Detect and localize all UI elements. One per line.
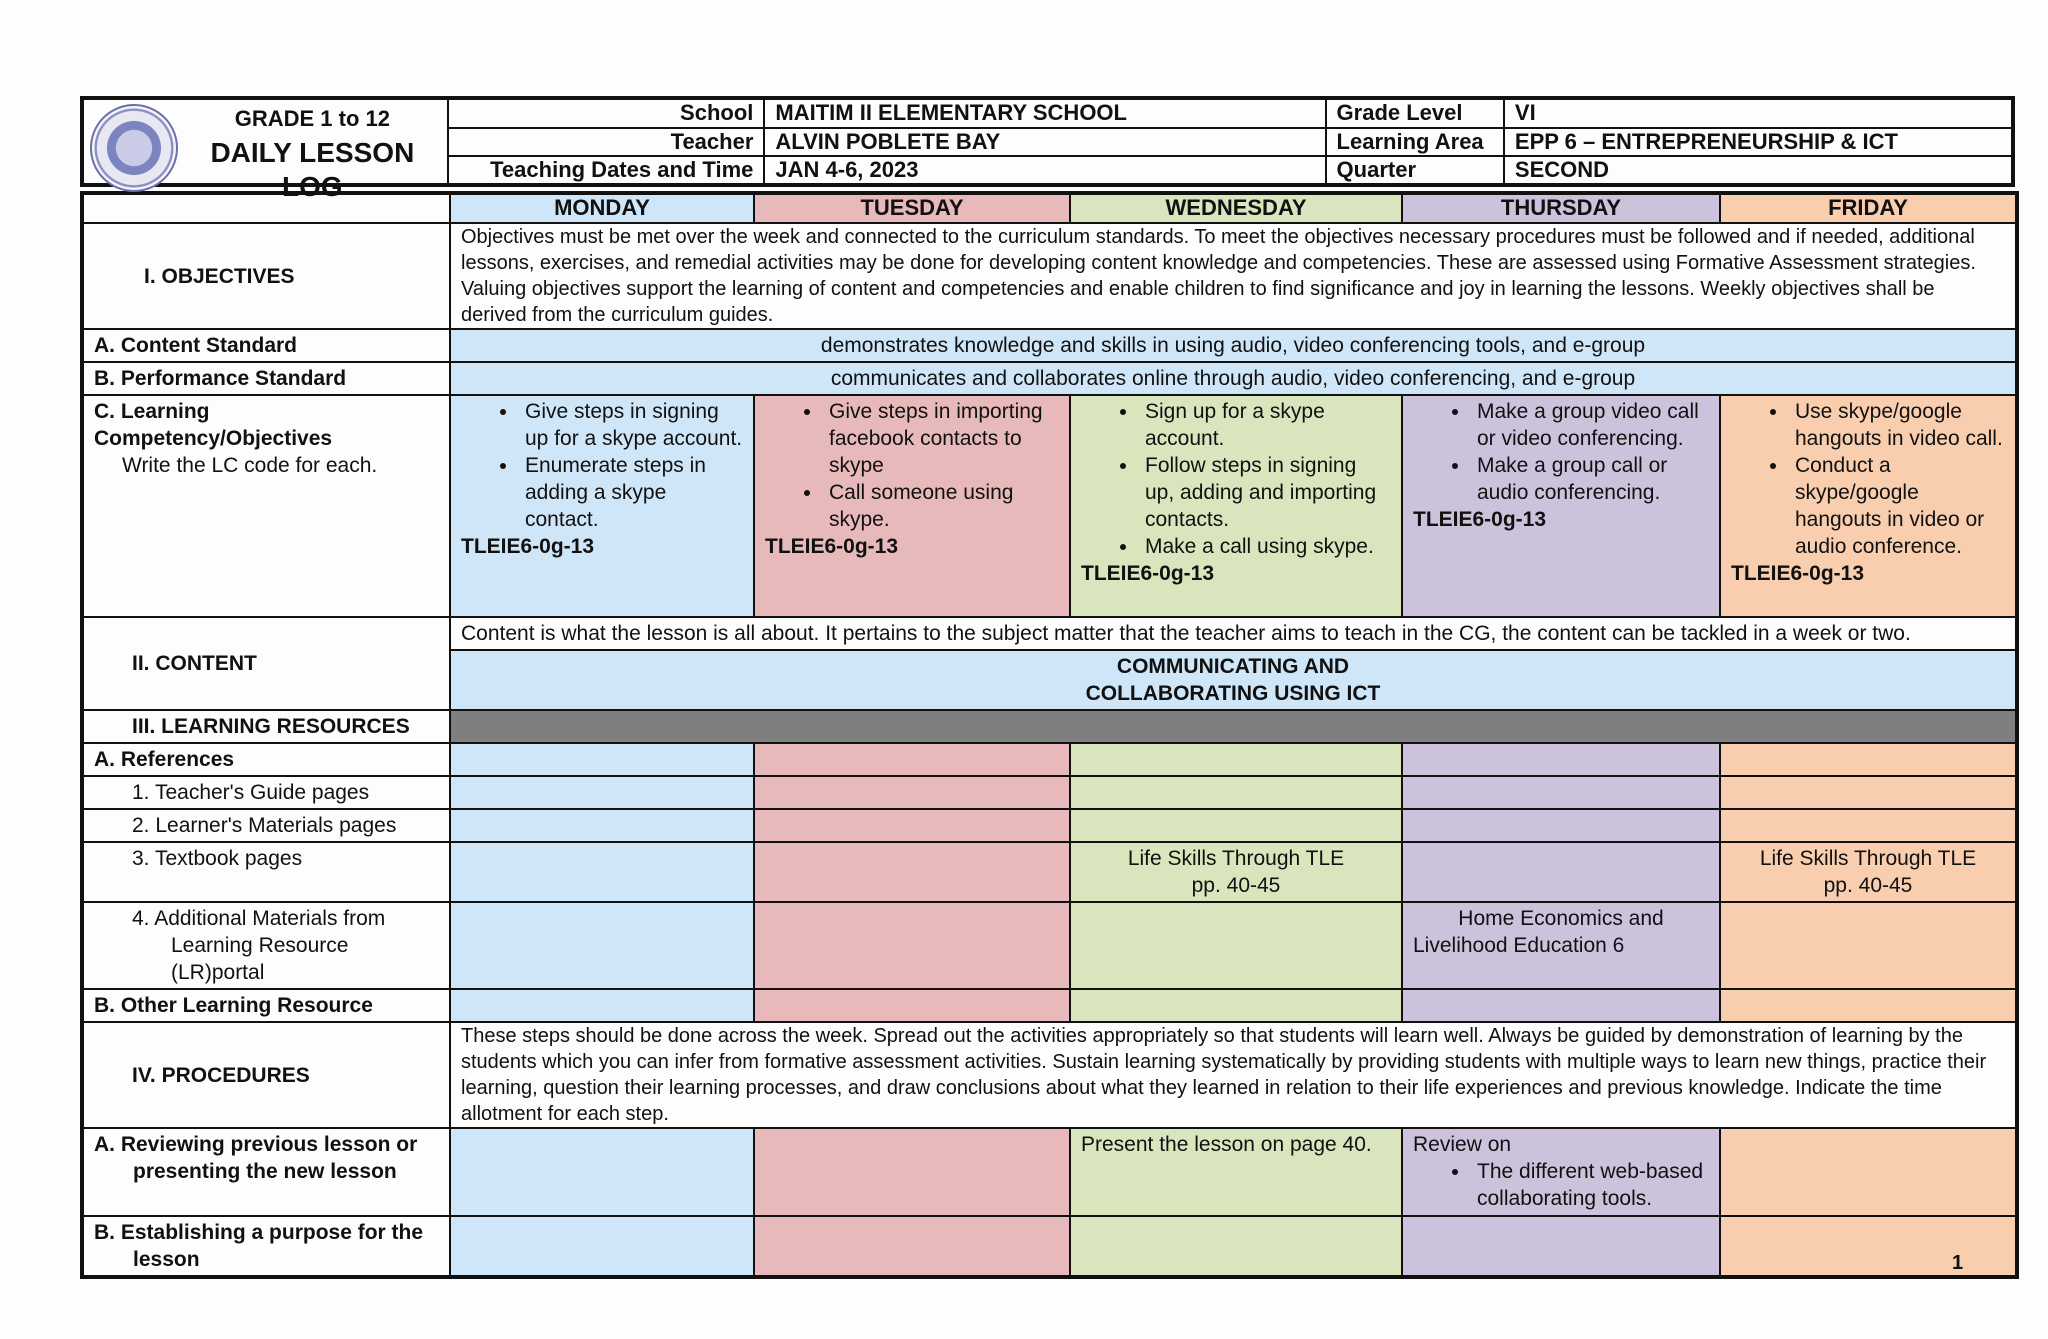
cell-tuesday [754, 1128, 1070, 1216]
list-item: • The different web-based collaborating tools. [1471, 1158, 1709, 1212]
textbook-row [82, 842, 2017, 902]
objectives-text: Objectives must be met over the week and connected to the curriculum standards. To meet the objectives necessary procedures must be followed and if needed, additional lessons, exercises, and remedial activities may be done for developing content knowledge and competencies. These are assessed using Formative Assessment strategies. Valuing objectives support the learning of content and competencies and enable children to find significance and joy in learning the lessons. Weekly objectives shall be derived from the curriculum guides. [450, 223, 2017, 329]
procedure-b-label [82, 1216, 450, 1277]
cell-thursday [1402, 1216, 1720, 1277]
procedure-a-wednesday: Present the lesson on page 40. [1070, 1128, 1402, 1216]
cell-monday [450, 1128, 754, 1216]
grade-level-value: VI [1504, 98, 2013, 128]
cell-monday [450, 989, 754, 1022]
cell-monday [450, 776, 754, 809]
learning-area-value: EPP 6 – ENTREPRENEURSHIP & ICT [1504, 128, 2013, 156]
competency-label: C. Learning Competency/Objectives [94, 400, 333, 450]
cell-wednesday [1070, 776, 1402, 809]
objectives-row [82, 223, 2017, 329]
content-standard-text: demonstrates knowledge and skills in using audio, video conferencing tools, and e-group [450, 329, 2017, 362]
cell-tuesday [754, 842, 1070, 902]
teacher-label: Teacher [448, 128, 765, 156]
procedure-b-line2: lesson [133, 1248, 200, 1271]
lm-label: 2. Learner's Materials pages [82, 809, 450, 842]
lc-code: TLEIE6-0g-13 [1413, 508, 1547, 531]
additional-thu-line1: Home Economics and [1458, 907, 1664, 930]
objectives-label: I. OBJECTIVES [82, 223, 450, 329]
additional-thursday [1402, 902, 1720, 989]
cell-thursday [1402, 809, 1720, 842]
competency-tuesday [754, 395, 1070, 617]
cell-thursday [1402, 776, 1720, 809]
content-note: Content is what the lesson is all about. It pertains to the subject matter that the teacher aims to teach in the CG, the content can be tackled in a week or two. [450, 617, 2017, 650]
cell-tuesday [754, 902, 1070, 989]
list-item: • Give steps in signing up for a skype account. [519, 398, 743, 452]
list-item: • Sign up for a skype account. [1139, 398, 1391, 452]
list-item: • Call someone using skype. [823, 479, 1059, 533]
procedure-a-row [82, 1128, 2017, 1216]
header-table [80, 96, 2015, 202]
textbook-wed-line2: pp. 40-45 [1191, 874, 1281, 897]
day-thursday: THURSDAY [1402, 193, 1720, 223]
performance-standard-text: communicates and collaborates online through audio, video conferencing, and e-group [450, 362, 2017, 395]
list-item: • Follow steps in signing up, adding and importing contacts. [1139, 452, 1391, 533]
procedure-b-row [82, 1216, 2017, 1277]
competency-wednesday [1070, 395, 1402, 617]
content-standard-label: A. Content Standard [82, 329, 450, 362]
cell-wednesday [1070, 902, 1402, 989]
references-label: A. References [82, 743, 450, 776]
other-resource-label: B. Other Learning Resource [82, 989, 450, 1022]
list-item: • Make a group video call or video conferencing. [1471, 398, 1709, 452]
cell-monday [450, 842, 754, 902]
cell-wednesday [1070, 743, 1402, 776]
content-title-line1: COMMUNICATING AND [1116, 655, 1350, 678]
lesson-table [80, 191, 2019, 1279]
list-item: • Conduct a skype/google hangouts in video or audio conference. [1789, 452, 2005, 560]
additional-materials-label [82, 902, 450, 989]
tg-label: 1. Teacher's Guide pages [82, 776, 450, 809]
cell-tuesday [754, 989, 1070, 1022]
additional-materials-row [82, 902, 2017, 989]
lm-row [82, 809, 2017, 842]
learning-area-label: Learning Area [1326, 128, 1504, 156]
procedure-a-label [82, 1128, 450, 1216]
cell-tuesday [754, 776, 1070, 809]
list-item: • Use skype/google hangouts in video call. [1789, 398, 2005, 452]
school-value: MAITIM II ELEMENTARY SCHOOL [764, 98, 1325, 128]
additional-label-line1: 4. Additional Materials from [132, 907, 386, 930]
textbook-wed-line1: Life Skills Through TLE [1127, 847, 1345, 870]
lc-code: TLEIE6-0g-13 [765, 535, 899, 558]
school-label: School [448, 98, 765, 128]
lc-code: TLEIE6-0g-13 [1731, 562, 1865, 585]
cell-wednesday [1070, 809, 1402, 842]
list-item: • Enumerate steps in adding a skype contact. [519, 452, 743, 533]
additional-label-line2: Learning Resource (LR)portal [171, 934, 349, 984]
dates-value: JAN 4-6, 2023 [764, 156, 1325, 185]
resources-label: III. LEARNING RESOURCES [82, 710, 450, 743]
quarter-value: SECOND [1504, 156, 2013, 185]
cell-friday [1720, 1216, 2017, 1277]
cell-thursday [1402, 989, 1720, 1022]
textbook-wednesday [1070, 842, 1402, 902]
references-row [82, 743, 2017, 776]
content-label: II. CONTENT [82, 617, 450, 710]
day-friday: FRIDAY [1720, 193, 2017, 223]
procedures-label: IV. PROCEDURES [82, 1022, 450, 1128]
resources-row [82, 710, 2017, 743]
cell-tuesday [754, 743, 1070, 776]
cell-friday [1720, 809, 2017, 842]
lc-code: TLEIE6-0g-13 [461, 535, 595, 558]
competency-sublabel: Write the LC code for each. [122, 454, 378, 477]
textbook-fri-line2: pp. 40-45 [1823, 874, 1913, 897]
cell-tuesday [754, 1216, 1070, 1277]
day-wednesday: WEDNESDAY [1070, 193, 1402, 223]
competency-monday [450, 395, 754, 617]
procedure-a-thu-intro: Review on [1413, 1133, 1512, 1156]
cell-thursday [1402, 743, 1720, 776]
deped-seal-logo [90, 104, 176, 190]
cell-friday [1720, 743, 2017, 776]
lc-code: TLEIE6-0g-13 [1081, 562, 1215, 585]
cell-wednesday [1070, 1216, 1402, 1277]
cell-monday [450, 1216, 754, 1277]
other-resource-row [82, 989, 2017, 1022]
quarter-label: Quarter [1326, 156, 1504, 185]
additional-thu-line2: Livelihood Education 6 [1413, 934, 1625, 957]
lesson-log-page [80, 96, 2015, 1279]
procedures-text: These steps should be done across the week. Spread out the activities appropriately so that students will learn well. Always be guided by demonstration of learning by the students which you can infer from formative assessment activities. Sustain learning systematically by providing students with multiple ways to learn new things, practice their learning, question their learning processes, and draw conclusions about what they learned in relation to their life experiences and previous knowledge. Indicate the time allotment for each step. [450, 1022, 2017, 1128]
competency-row [82, 395, 2017, 617]
day-monday: MONDAY [450, 193, 754, 223]
grade-level-label: Grade Level [1326, 98, 1504, 128]
tg-row [82, 776, 2017, 809]
list-item: • Give steps in importing facebook contacts to skype [823, 398, 1059, 479]
content-title [450, 650, 2017, 710]
page-number: 1 [1952, 1252, 1964, 1274]
performance-standard-label: B. Performance Standard [82, 362, 450, 395]
competency-thursday [1402, 395, 1720, 617]
cell-thursday [1402, 842, 1720, 902]
header-title-cell [82, 98, 448, 202]
procedure-a-line1: A. Reviewing previous lesson or [94, 1133, 418, 1156]
cell-monday [450, 902, 754, 989]
textbook-friday [1720, 842, 2017, 902]
procedures-row [82, 1022, 2017, 1128]
textbook-label: 3. Textbook pages [82, 842, 450, 902]
cell-monday [450, 743, 754, 776]
content-standard-row [82, 329, 2017, 362]
procedure-b-line1: B. Establishing a purpose for the [94, 1221, 424, 1244]
page-title: DAILY LESSON LOG [210, 137, 415, 202]
competency-friday [1720, 395, 2017, 617]
content-title-line2: COLLABORATING USING ICT [1085, 682, 1381, 705]
performance-standard-row [82, 362, 2017, 395]
procedure-a-thursday [1402, 1128, 1720, 1216]
cell-monday [450, 809, 754, 842]
textbook-fri-line1: Life Skills Through TLE [1759, 847, 1977, 870]
cell-friday [1720, 902, 2017, 989]
content-note-row [82, 617, 2017, 650]
cell-friday [1720, 989, 2017, 1022]
resources-bar [450, 710, 2017, 743]
list-item: • Make a call using skype. [1139, 533, 1391, 560]
competency-label-cell [82, 395, 450, 617]
procedure-a-line2: presenting the new lesson [133, 1160, 397, 1183]
grade-range: GRADE 1 to 12 [234, 106, 390, 131]
day-tuesday: TUESDAY [754, 193, 1070, 223]
dates-label: Teaching Dates and Time [448, 156, 765, 185]
cell-wednesday [1070, 989, 1402, 1022]
cell-friday [1720, 1128, 2017, 1216]
list-item: • Make a group call or audio conferencing. [1471, 452, 1709, 506]
teacher-value: ALVIN POBLETE BAY [764, 128, 1325, 156]
cell-friday [1720, 776, 2017, 809]
cell-tuesday [754, 809, 1070, 842]
